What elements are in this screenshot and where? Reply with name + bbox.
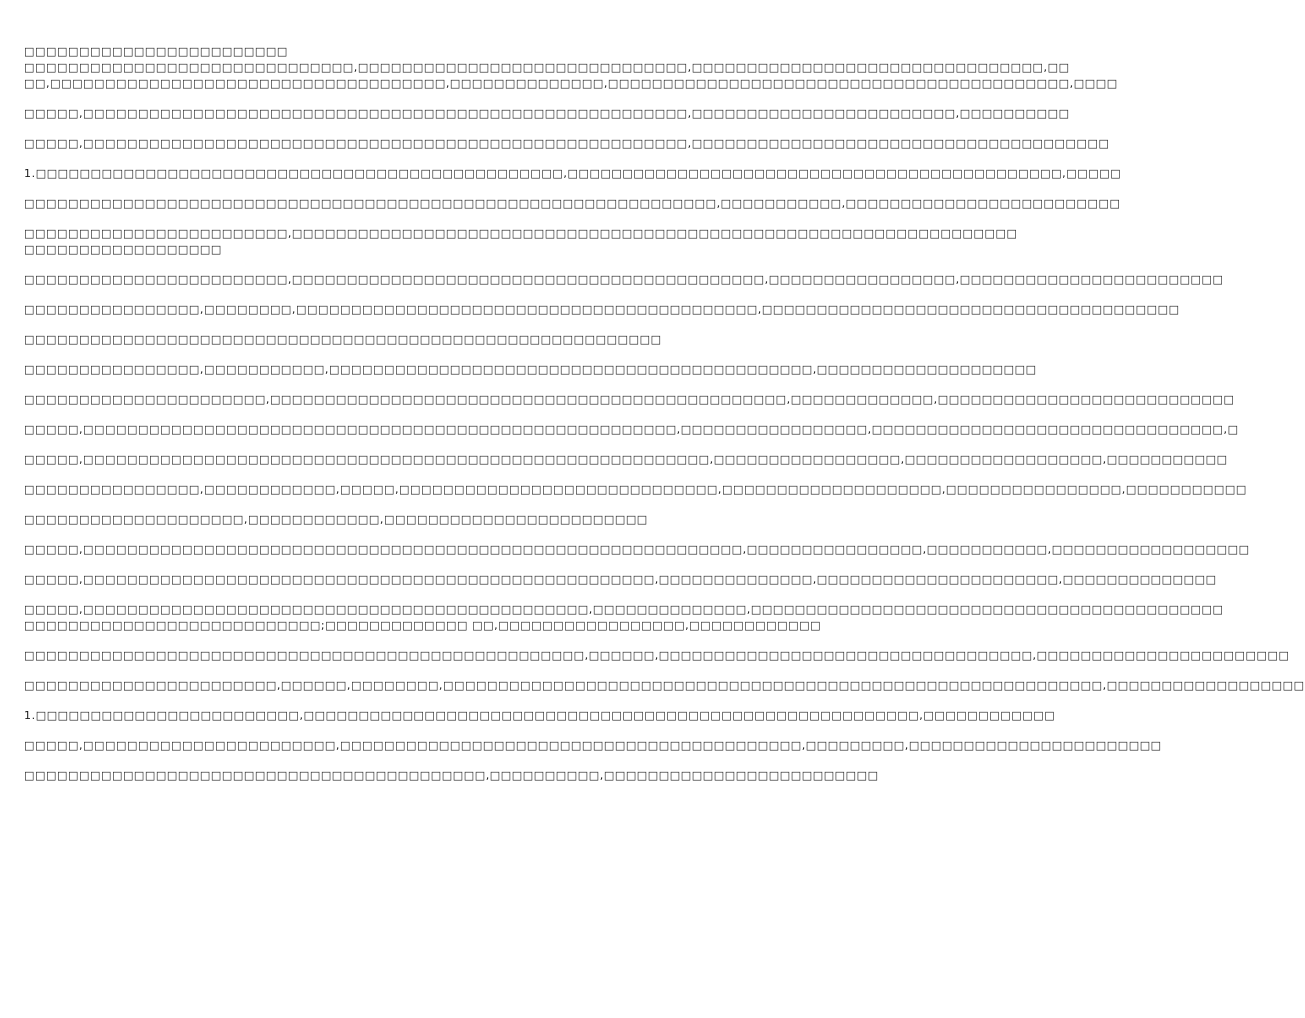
paragraph-line: □□□□□,□□□□□□□□□□□□□□□□□□□□□□□□□□□□□□□□□□□□□□□□□□□□□□□□□□□□□□□□□□□□,□□□□□□□□□□□□□□□□,□□□□□□□□□□□,□□□□□□□□□□□□□□□□□□ [24, 543, 1250, 556]
paragraph-line: □□□□□,□□□□□□□□□□□□□□□□□□□□□□□,□□□□□□□□□□□□□□□□□□□□□□□□□□□□□□□□□□□□□□□□□□,□□□□□□□□□,□□□□□□□□□□□□□□□□□□□□□□□ [24, 739, 1162, 752]
paragraph-line: □□□□□□□□□□□□□□□□,□□□□□□□□□□□□,□□□□□,□□□□□□□□□□□□□□□□□□□□□□□□□□□□□,□□□□□□□□□□□□□□□□□□□□,□□□□□□□□□□□□□□□□,□□□□□□□□□□□ [24, 483, 1247, 496]
paragraph-line: □□□□□□□□□□□□□□□□□□□□,□□□□□□□□□□□□,□□□□□□□□□□□□□□□□□□□□□□□□ [24, 513, 648, 526]
document-title: □□□□□□□□□□□□□□□□□□□□□□□□ [24, 45, 288, 58]
paragraph-line: □□□□□□□□□□□□□□□□□□□□□□□□□□□□□□,□□□□□□□□□□□□□□□□□□□□□□□□□□□□□□,□□□□□□□□□□□□□□□□□□□□□□□□□□□□□□□□,□□ [24, 61, 1070, 74]
paragraph-line: □□□□□□□□□□□□□□□□□□□□□□□□□□□□□□□□□□□□□□□□□□,□□□□□□□□□□,□□□□□□□□□□□□□□□□□□□□□□□□□ [24, 769, 879, 782]
paragraph-line: □□□□□□□□□□□□□□□□,□□□□□□□□□□□,□□□□□□□□□□□□□□□□□□□□□□□□□□□□□□□□□□□□□□□□□□□□,□□□□□□□□□□□□□□□□□□□□ [24, 363, 1037, 376]
paragraph-line: □□□□□□□□□□□□□□□□□□□□□□□□,□□□□□□□□□□□□□□□□□□□□□□□□□□□□□□□□□□□□□□□□□□□,□□□□□□□□□□□□□□□□□,□□□□□□□□□□□□□□□□□□□□□□□□ [24, 273, 1224, 286]
paragraph-line: □□□□□,□□□□□□□□□□□□□□□□□□□□□□□□□□□□□□□□□□□□□□□□□□□□□□□□□□□□□□,□□□□□□□□□□□□□□□□□,□□□□□□□□□□□□□□□□□□□□□□□□□□□□□□□□,□ [24, 423, 1239, 436]
paragraph-line: □□□□□□□□□□□□□□□□□□□□□□,□□□□□□□□□□□□□□□□□□□□□□□□□□□□□□□□□□□□□□□□□□□□□□□,□□□□□□□□□□□□□,□□□□□□□□□□□□□□□□□□□□□□□□□□□ [24, 393, 1235, 406]
paragraph-line: □□□□□□□□□□□□□□□□□□□□□□□□□□□□□□□□□□□□□□□□□□□□□□□□□□□□□□□□□□□□□□□,□□□□□□□□□□□,□□□□□□□□□□□□□□□□□□□□□□□□□ [24, 197, 1121, 210]
paragraph-line: □□□□□,□□□□□□□□□□□□□□□□□□□□□□□□□□□□□□□□□□□□□□□□□□□□□□□□□□□□□□□,□□□□□□□□□□□□□□□□□□□□□□□□,□□□□□□□□□□ [24, 107, 1070, 120]
paragraph-line: □□□□□,□□□□□□□□□□□□□□□□□□□□□□□□□□□□□□□□□□□□□□□□□□□□□□,□□□□□□□□□□□□□□,□□□□□□□□□□□□□□□□□□□□□□□□□□□□□□□□□□□□□□□□□□□ [24, 603, 1224, 616]
paragraph-line: □□□□□□□□□□□□□□□□,□□□□□□□□,□□□□□□□□□□□□□□□□□□□□□□□□□□□□□□□□□□□□□□□□□□,□□□□□□□□□□□□□□□□□□□□□□□□□□□□□□□□□□□□□□ [24, 303, 1180, 316]
document-body [24, 44, 1305, 784]
paragraph-line: □□□□□□□□□□□□□□□□□□ [24, 243, 222, 256]
paragraph-line: 1.□□□□□□□□□□□□□□□□□□□□□□□□□□□□□□□□□□□□□□□□□□□□□□□□,□□□□□□□□□□□□□□□□□□□□□□□□□□□□□□□□□□□□□□□□□□□□□,□□□□□ [24, 167, 1122, 180]
paragraph-line: □□□□□,□□□□□□□□□□□□□□□□□□□□□□□□□□□□□□□□□□□□□□□□□□□□□□□□□□□□□□□,□□□□□□□□□□□□□□□□□□□□□□□□□□□□□□□□□□□□□□ [24, 137, 1110, 150]
paragraph-line: □□,□□□□□□□□□□□□□□□□□□□□□□□□□□□□□□□□□□□□,□□□□□□□□□□□□□□,□□□□□□□□□□□□□□□□□□□□□□□□□□□□□□□□□□□□□□□□□□,□□□□ [24, 77, 1118, 90]
paragraph-line: □□□□□□□□□□□□□□□□□□□□□□□□□□□□□□□□□□□□□□□□□□□□□□□□□□□□□□□□□□ [24, 333, 662, 346]
paragraph-line: □□□□□□□□□□□□□□□□□□□□□□□□□□□□□□□□□□□□□□□□□□□□□□□□□□□,□□□□□□,□□□□□□□□□□□□□□□□□□□□□□□□□□□□□□□□□□,□□□□□□□□□□□□□□□□□□□□□□□ [24, 649, 1290, 662]
paragraph-line: □□□□□,□□□□□□□□□□□□□□□□□□□□□□□□□□□□□□□□□□□□□□□□□□□□□□□□□□□□□□□□□,□□□□□□□□□□□□□□□□□,□□□□□□□□□□□□□□□□□□,□□□□□□□□□□□ [24, 453, 1228, 466]
paragraph-line: □□□□□□□□□□□□□□□□□□□□□□□□,□□□□□□□□□□□□□□□□□□□□□□□□□□□□□□□□□□□□□□□□□□□□□□□□□□□□□□□□□□□□□□□□□□ [24, 227, 1018, 240]
paragraph-line: □□□□□□□□□□□□□□□□□□□□□□□□□□□;□□□□□□□□□□□□□ □□,□□□□□□□□□□□□□□□□□,□□□□□□□□□□□□ [24, 619, 822, 632]
paragraph-line: □□□□□,□□□□□□□□□□□□□□□□□□□□□□□□□□□□□□□□□□□□□□□□□□□□□□□□□□□□,□□□□□□□□□□□□□□,□□□□□□□□□□□□□□□□□□□□□□,□□□□□□□□□□□□□□ [24, 573, 1217, 586]
paragraph-line: 1.□□□□□□□□□□□□□□□□□□□□□□□□,□□□□□□□□□□□□□□□□□□□□□□□□□□□□□□□□□□□□□□□□□□□□□□□□□□□□□□□□,□□□□□□□□□□□□ [24, 709, 1056, 722]
paragraph-line: □□□□□□□□□□□□□□□□□□□□□□□,□□□□□□,□□□□□□□□,□□□□□□□□□□□□□□□□□□□□□□□□□□□□□□□□□□□□□□□□□□□□□□□□□□□□□□□□□□□□,□□□□□□□□□□□□□□□□□□ [24, 679, 1305, 692]
